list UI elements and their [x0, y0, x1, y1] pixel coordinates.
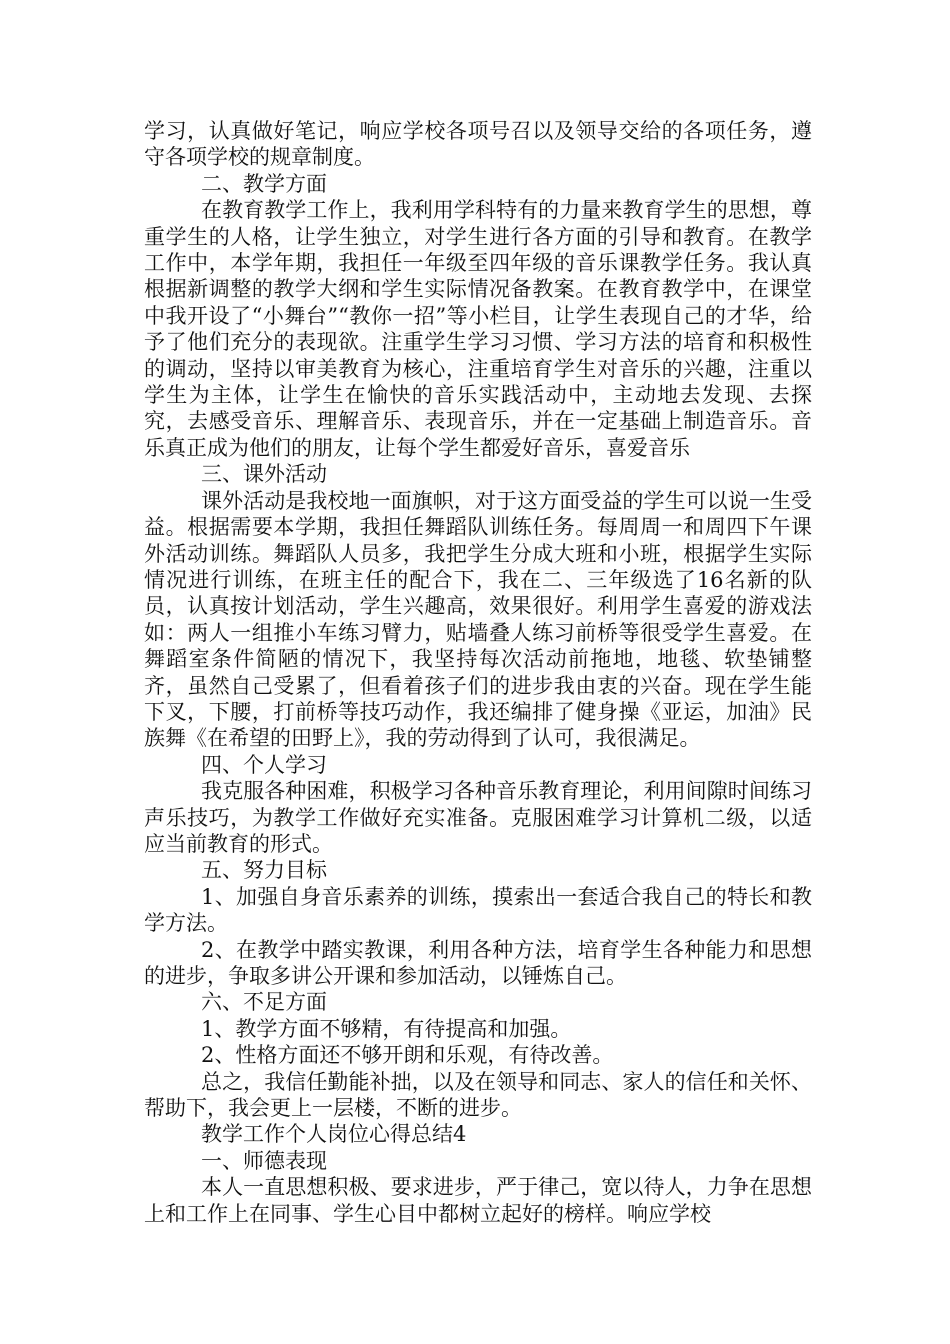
- paragraph-shortcoming-1: 1、教学方面不够精，有待提高和加强。: [201, 1016, 572, 1041]
- heading-extracurricular: 三、课外活动: [201, 462, 327, 487]
- heading-ethics: 一、师德表现: [201, 1148, 327, 1173]
- heading-shortcomings: 六、不足方面: [201, 990, 327, 1015]
- heading-personal-study: 四、个人学习: [201, 752, 327, 777]
- section-title-summary-4: 教学工作个人岗位心得总结4: [201, 1122, 467, 1147]
- document-page: [144, 118, 812, 1227]
- paragraph-personal-study: 我克服各种困难，积极学习各种音乐教育理论，利用间隙时间练习声乐技巧，为教学工作做好充实准备。克服困难学习计算机二级，以适应当前教育的形式。: [144, 779, 812, 856]
- paragraph-continuation: 学习，认真做好笔记，响应学校各项号召以及领导交给的各项任务，遵守各项学校的规章制度。: [144, 119, 812, 170]
- paragraph-goal-2: 2、在教学中踏实教课，利用各种方法，培育学生各种能力和思想的进步，争取多讲公开课和参加活动，以锤炼自己。: [144, 937, 812, 988]
- paragraph-conclusion: 总之，我信任勤能补拙，以及在领导和同志、家人的信任和关怀、帮助下，我会更上一层楼，不断的进步。: [144, 1069, 812, 1121]
- paragraph-teaching: 在教育教学工作上，我利用学科特有的力量来教育学生的思想，尊重学生的人格，让学生独立，对学生进行各方面的引导和教育。在教学工作中，本学年期，我担任一年级至四年级的音乐课教学任务。我认真根据新调整的教学大纲和学生实际情况备教案。在教育教学中，在课堂中我开设了“小舞台”“教你一招”等小栏目，让学生表现自己的才华，给予了他们充分的表现欲。注重学生学习习惯、学习方法的培育和积极性的调动，坚持以审美教育为核心，注重培育学生对音乐的兴趣，注重以学生为主体，让学生在愉快的音乐实践活动中，主动地去发现、去探究，去感受音乐、理解音乐、表现音乐，并在一定基础上制造音乐。音乐真正成为他们的朋友，让每个学生都爱好音乐，喜爱音乐: [144, 198, 812, 460]
- heading-teaching: 二、教学方面: [201, 171, 327, 196]
- heading-goals: 五、努力目标: [201, 858, 327, 883]
- paragraph-ethics: 本人一直思想积极、要求进步，严于律己，宽以待人，力争在思想上和工作上在同事、学生心目中都树立起好的榜样。响应学校: [144, 1175, 812, 1226]
- paragraph-shortcoming-2: 2、性格方面还不够开朗和乐观，有待改善。: [201, 1043, 614, 1068]
- paragraph-extracurricular: 课外活动是我校地一面旗帜，对于这方面受益的学生可以说一生受益。根据需要本学期，我担任舞蹈队训练任务。每周周一和周四下午课外活动训练。舞蹈队人员多，我把学生分成大班和小班，根据学生实际情况进行训练，在班主任的配合下，我在二、三年级选了16名新的队员，认真按计划活动，学生兴趣高，效果很好。利用学生喜爱的游戏法如：两人一组推小车练习臂力，贴墙叠人练习前桥等很受学生喜爱。在舞蹈室条件简陋的情况下，我坚持每次活动前拖地，地毯、软垫铺整齐，虽然自己受累了，但看着孩子们的进步我由衷的兴奋。现在学生能下叉，下腰，打前桥等技巧动作，我还编排了健身操《亚运，加油》民族舞《在希望的田野上》，我的劳动得到了认可，我很满足。: [144, 488, 812, 751]
- paragraph-goal-1: 1、加强自身音乐素养的训练，摸索出一套适合我自己的特长和教学方法。: [144, 884, 812, 936]
